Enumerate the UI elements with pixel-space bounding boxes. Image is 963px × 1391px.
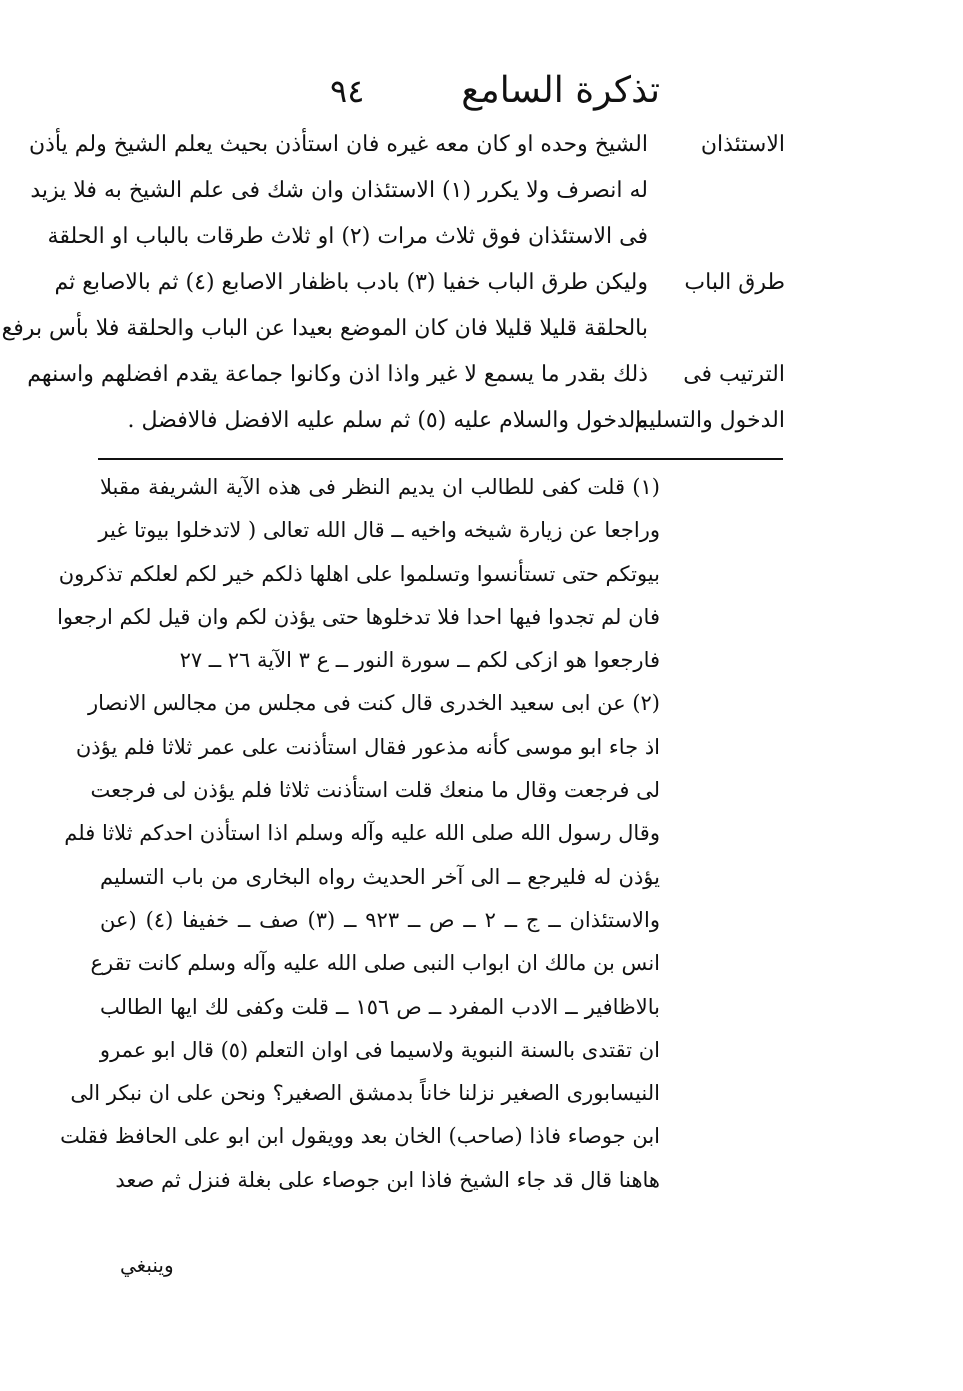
footnote-line: فان لم تجدوا فيها احدا فلا تدخلوها حتى يؤذن لكم وان قيل لكم ارجعوا <box>57 604 660 629</box>
main-text-row <box>27 352 785 398</box>
footnotes <box>57 466 660 1202</box>
main-text-line: فى الاستئذان فوق ثلاث مرات (٢) او ثلاث طرقات بالباب او الحلقة <box>47 224 648 249</box>
footnote-line: هاهنا قال قد جاء الشيخ فاذا ابن جوصاء على بغلة فنزل ثم صعد <box>115 1167 660 1192</box>
main-text-row <box>47 214 785 260</box>
main-text-row <box>54 260 785 306</box>
margin-heading: طرق الباب <box>684 270 785 295</box>
main-text-row <box>30 168 785 214</box>
footnote-line: (١) قلت كفى للطالب ان يديم النظر فى هذه الآية الشريفة مقبلا <box>100 475 660 499</box>
main-text-row <box>95 398 785 444</box>
main-text-line: ذلك بقدر ما يسمع لا غير واذا اذن وكانوا جماعة يقدم افضلهم واسنهم <box>27 362 648 387</box>
running-title: تذكرة السامع <box>461 70 660 111</box>
margin-heading: الترتيب فى <box>683 362 785 387</box>
footnote-line: وقال رسول الله صلى الله عليه وآله وسلم اذا استأذن احدكم ثلاثا فلم <box>64 821 660 846</box>
main-text-line: الشيخ وحده او كان معه غيره فان استأذن بحيث يعلم الشيخ ولم يأذن <box>28 132 648 157</box>
footnote-line: بالاظافير ــ الادب المفرد ــ ص ١٥٦ ــ قلت وكفى لك ايها الطالب <box>100 994 660 1019</box>
main-text <box>1 122 785 444</box>
footnote-line: والاستئذان ــ ج ــ ٢ ــ ص ــ ٩٢٣ ــ (٣) صف ــ خفيفا (٤) (عن <box>100 907 660 932</box>
footnote-line: النيسابورى الصغير نزلنا خاناً بدمشق الصغير؟ ونحن على ان نبكر الى <box>70 1081 660 1106</box>
footnote-line: بيوتكم حتى تستأنسوا وتسلموا على اهلها ذلكم خير لكم لعلكم تذكرون <box>58 561 660 586</box>
footnote-line: انس بن مالك ان ابواب النبى صلى الله عليه وآله وسلم كانت تقرع <box>90 951 660 976</box>
main-text-line: بالحلقة قليلا قليلا فان كان الموضع بعيدا عن الباب والحلقة فلا بأس برفع <box>1 316 648 341</box>
margin-heading: الاستئذان <box>700 132 785 157</box>
main-text-line: له انصرف ولا يكرر (١) الاستئذان وان شك فى علم الشيخ به فلا يزيد <box>30 178 648 203</box>
footnote-line: لى فرجعت وقال ما منعك قلت استأذنت ثلاثا فلم يؤذن لى فرجعت <box>90 778 660 803</box>
main-text-row <box>28 122 785 168</box>
page-header <box>300 66 660 116</box>
catchword: وينبغي <box>120 1253 174 1277</box>
page-number: ٩٤ <box>330 72 365 110</box>
margin-heading: الدخول والتسليم <box>634 408 785 433</box>
footnote-line: يؤذن له فليرجع ــ الى آخر الحديث رواه البخارى من باب التسليم <box>100 864 660 889</box>
footnote-line: فارجعوا هو ازكى لكم ــ سورة النور ــ ع ٣ الآية ٢٦ ــ ٢٧ <box>179 648 660 673</box>
footnote-line: (٢) عن ابى سعيد الخدرى قال كنت فى مجلس من مجالس الانصار <box>87 691 660 716</box>
footnote-separator <box>98 458 783 460</box>
main-text-line: وليكن طرق الباب خفيا (٣) بادب باظفار الاصابع (٤) ثم بالاصابع ثم <box>54 270 648 295</box>
footnote-line: ابن جوصاء فاذا (صاحب) الخان بعد وويقول ابن ابو على الحافظ فقلت <box>60 1124 660 1149</box>
main-text-line: بالدخول والسلام عليه (٥) ثم سلم عليه الافضل فالافضل . <box>127 408 648 433</box>
main-text-row <box>1 306 785 352</box>
footnote-line: ان تقتدى بالسنة النبوية ولاسيما فى اوان التعلم (٥) قال ابو عمرو <box>99 1037 660 1062</box>
footnote-line: وراجعا عن زيارة شيخه واخيه ــ قال الله تعالى ( لاتدخلوا بيوتا غير <box>98 518 660 543</box>
footnote-line: اذ جاء ابو موسى كأنه مذعور فقال استأذنت على عمر ثلاثا فلم يؤذن <box>75 734 660 759</box>
